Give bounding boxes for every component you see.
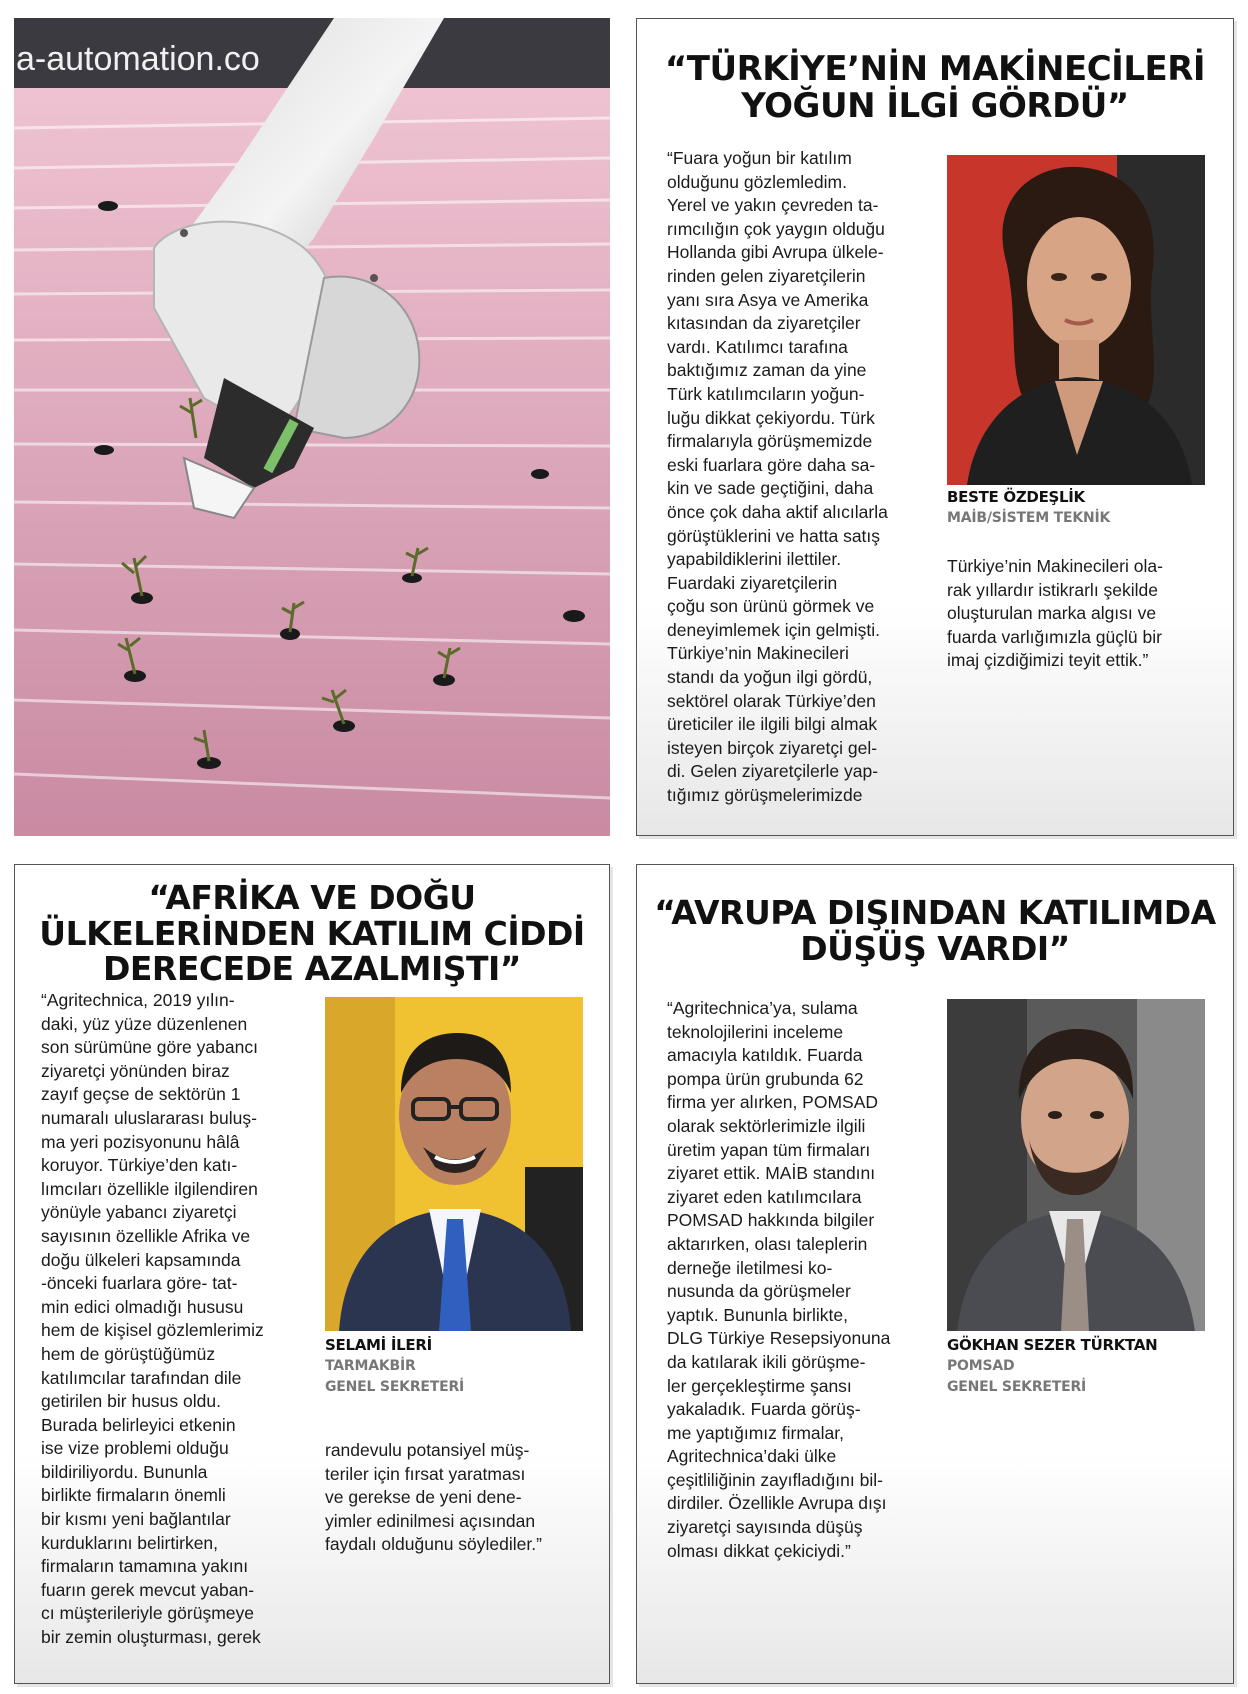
text-line: ise vize problemi olduğu bbox=[41, 1438, 229, 1459]
text-line: baktığımız zaman da yine bbox=[667, 360, 867, 381]
text-line: rımcılığın çok yaygın olduğu bbox=[667, 218, 885, 239]
text-line: aktarırken, olası taleplerin bbox=[667, 1233, 868, 1254]
headline-line: DÜŞÜŞ VARDI” bbox=[800, 928, 1070, 968]
text-line: ve gerekse de yeni dene- bbox=[325, 1487, 522, 1508]
text-line: Türkiye’nin Makinecileri bbox=[667, 643, 849, 664]
text-line: olarak sektörlerimizle ilgili bbox=[667, 1115, 866, 1136]
headline-line: ÜLKELERİNDEN KATILIM CİDDİ bbox=[39, 913, 585, 953]
text-line: vardı. Katılımcı tarafına bbox=[667, 336, 848, 357]
article-makineciler bbox=[636, 18, 1234, 836]
portrait-gokhan-sezer-turktan bbox=[947, 999, 1205, 1331]
sign-text: a-automation.co bbox=[16, 40, 260, 78]
text-line: üreticiler ile ilgili bilgi almak bbox=[667, 714, 878, 735]
text-line: yanı sıra Asya ve Amerika bbox=[667, 289, 869, 310]
text-line: Türkiye’nin Makinecileri ola- bbox=[947, 556, 1163, 576]
text-line: randevulu potansiyel müş- bbox=[325, 1440, 530, 1460]
headline bbox=[637, 895, 1233, 966]
person-role: POMSAD bbox=[947, 1358, 1015, 1374]
text-line: min edici olmadığı hususu bbox=[41, 1296, 244, 1317]
text-line: eski fuarlara göre daha sa- bbox=[667, 454, 876, 475]
headline-line: DERECEDE AZALMIŞTI” bbox=[103, 949, 521, 989]
article-body-right bbox=[947, 555, 1163, 673]
person-role: GENEL SEKRETERİ bbox=[325, 1379, 465, 1395]
text-line: sektörel olarak Türkiye’den bbox=[667, 690, 876, 711]
text-line: amacıyla katıldık. Fuarda bbox=[667, 1045, 863, 1066]
text-line: -önceki fuarlara göre- tat- bbox=[41, 1273, 238, 1294]
text-line: deneyimlemek için gelmişti. bbox=[667, 619, 880, 640]
text-line: teknolojilerini inceleme bbox=[667, 1021, 844, 1042]
text-line: fuarda varlığımızla güçlü bir bbox=[947, 626, 1162, 647]
article-body-left bbox=[667, 147, 888, 808]
text-line: ziyaretçi sayısında düşüş bbox=[667, 1517, 863, 1538]
text-line: oluşturulan marka algısı ve bbox=[947, 603, 1157, 624]
text-line: cı müşterileriyle görüşmeye bbox=[41, 1603, 254, 1624]
text-line: standı da yoğun ilgi gördü, bbox=[667, 667, 873, 688]
text-line: Hollanda gibi Avrupa ülkele- bbox=[667, 242, 884, 263]
text-line: kurduklarını belirtirken, bbox=[41, 1532, 219, 1553]
text-line: sayısının özellikle Afrika ve bbox=[41, 1225, 251, 1246]
headline-line: YOĞUN İLGİ GÖRDÜ” bbox=[741, 85, 1129, 126]
text-line: rak yıllardır istikrarlı şekilde bbox=[947, 579, 1159, 600]
text-line: luğu dikkat çekiyordu. Türk bbox=[667, 407, 875, 428]
portrait-beste-ozdeslik bbox=[947, 155, 1205, 485]
text-line: faydalı olduğunu söylediler.” bbox=[325, 1534, 542, 1555]
text-line: hem de kişisel gözlemlerimiz bbox=[41, 1320, 264, 1341]
text-line: üretim yapan tüm firmaları bbox=[667, 1139, 871, 1160]
text-line: me yaptığımız firmalar, bbox=[667, 1422, 844, 1443]
text-line: ziyaret eden katılımcılara bbox=[667, 1186, 862, 1207]
portrait-selami-ileri bbox=[325, 997, 583, 1331]
text-line: firma yer alırken, POMSAD bbox=[667, 1092, 879, 1113]
text-line: “Agritechnica’ya, sulama bbox=[667, 998, 858, 1018]
text-line: koruyor. Türkiye’den katı- bbox=[41, 1155, 238, 1176]
text-line: Burada belirleyici etkenin bbox=[41, 1414, 236, 1435]
headline-line: “AVRUPA DIŞINDAN KATILIMDA bbox=[654, 893, 1216, 932]
text-line: yönüyle yabancı ziyaretçi bbox=[41, 1202, 237, 1223]
byline-beste-ozdeslik bbox=[947, 487, 1110, 529]
text-line: birlikte firmaların önemli bbox=[41, 1485, 226, 1506]
byline-gokhan-sezer-turktan bbox=[947, 1335, 1157, 1398]
person-name: SELAMİ İLERİ bbox=[325, 1336, 432, 1354]
text-line: “Agritechnica, 2019 yılın- bbox=[41, 990, 235, 1010]
text-line: kıtasından da ziyaretçiler bbox=[667, 313, 861, 334]
text-line: yapabildiklerini ilettiler. bbox=[667, 549, 842, 570]
text-line: yaptık. Bununla birlikte, bbox=[667, 1304, 848, 1325]
article-afrika-dogu bbox=[14, 864, 610, 1684]
text-line: dirdiler. Özellikle Avrupa dışı bbox=[667, 1493, 887, 1514]
text-line: zayıf geçse de sektörün 1 bbox=[41, 1084, 241, 1105]
person-name: GÖKHAN SEZER TÜRKTAN bbox=[947, 1336, 1158, 1354]
article-avrupa-disindan bbox=[636, 864, 1234, 1684]
article-body-left bbox=[667, 997, 890, 1563]
text-line: fuarın gerek mevcut yaban- bbox=[41, 1579, 255, 1600]
text-line: imaj çizdiğimizi teyit ettik.” bbox=[947, 650, 1149, 671]
text-line: getirilen bir husus oldu. bbox=[41, 1391, 221, 1412]
person-name: BESTE ÖZDEŞLİK bbox=[947, 488, 1085, 506]
text-line: olduğunu gözlemledim. bbox=[667, 171, 847, 192]
text-line: daki, yüz yüze düzenlenen bbox=[41, 1013, 248, 1034]
text-line: ziyaretçi yönünden biraz bbox=[41, 1060, 230, 1081]
text-line: ler gerçekleştirme şansı bbox=[667, 1375, 852, 1396]
person-role: MAİB/SİSTEM TEKNİK bbox=[947, 510, 1111, 526]
headline bbox=[15, 880, 609, 987]
text-line: “Fuara yoğun bir katılım bbox=[667, 148, 852, 168]
text-line: firmaların tamamına yakını bbox=[41, 1556, 249, 1577]
text-line: hem de görüştüğümüz bbox=[41, 1343, 216, 1364]
text-line: yakaladık. Fuarda görüş- bbox=[667, 1399, 861, 1420]
text-line: bir zemin oluşturması, gerek bbox=[41, 1627, 261, 1648]
text-line: derneğe iletilmesi ko- bbox=[667, 1257, 833, 1278]
person-role: TARMAKBİR bbox=[325, 1358, 416, 1374]
text-line: kin ve sade geçtiğini, daha bbox=[667, 478, 874, 499]
text-line: Fuardaki ziyaretçilerin bbox=[667, 572, 838, 593]
article-body-right bbox=[325, 1439, 542, 1557]
text-line: numaralı uluslararası buluş- bbox=[41, 1107, 257, 1128]
text-line: önce çok daha aktif alıcılarla bbox=[667, 501, 888, 522]
text-line: Türk katılımcıların yoğun- bbox=[667, 383, 865, 404]
text-line: çeşitliliğinin zayıfladığını bil- bbox=[667, 1469, 883, 1490]
text-line: ma yeri pozisyonunu hâlâ bbox=[41, 1131, 240, 1152]
text-line: tığımız görüşmelerimizde bbox=[667, 785, 863, 806]
text-line: katılımcılar tarafından dile bbox=[41, 1367, 242, 1388]
headline-line: “AFRİKA VE DOĞU bbox=[148, 878, 476, 917]
text-line: lımcıları özellikle ilgilendiren bbox=[41, 1178, 258, 1199]
text-line: DLG Türkiye Resepsiyonuna bbox=[667, 1328, 891, 1349]
text-line: yimler edinilmesi açısından bbox=[325, 1510, 536, 1531]
text-line: görüştüklerini ve hatta satış bbox=[667, 525, 881, 546]
text-line: ziyaret ettik. MAİB standını bbox=[667, 1163, 876, 1184]
text-line: da katılarak ikili görüşme- bbox=[667, 1351, 866, 1372]
text-line: çoğu son ürünü görmek ve bbox=[667, 596, 875, 617]
text-line: di. Gelen ziyaretçilerle yap- bbox=[667, 761, 879, 782]
text-line: son sürümüne göre yabancı bbox=[41, 1037, 258, 1058]
text-line: olması dikkat çekiciydi.” bbox=[667, 1540, 851, 1561]
text-line: nusunda da görüşmeler bbox=[667, 1281, 851, 1302]
text-line: teriler için fırsat yaratması bbox=[325, 1463, 526, 1484]
text-line: bir kısmı yeni bağlantılar bbox=[41, 1509, 231, 1530]
text-line: rinden gelen ziyaretçilerin bbox=[667, 265, 866, 286]
text-line: doğu ülkeleri kapsamında bbox=[41, 1249, 241, 1270]
byline-selami-ileri bbox=[325, 1335, 464, 1398]
text-line: Yerel ve yakın çevreden ta- bbox=[667, 195, 879, 216]
text-line: POMSAD hakkında bilgiler bbox=[667, 1210, 875, 1231]
person-role: GENEL SEKRETERİ bbox=[947, 1379, 1087, 1395]
text-line: firmalarıyla görüşmemizde bbox=[667, 431, 873, 452]
article-body-left bbox=[41, 989, 264, 1650]
robot-arm-photo bbox=[14, 18, 610, 836]
headline bbox=[637, 51, 1233, 124]
text-line: Agritechnica’daki ülke bbox=[667, 1446, 837, 1467]
headline-line: “TÜRKİYE’NİN MAKİNECİLERİ bbox=[664, 49, 1206, 89]
text-line: isteyen birçok ziyaretçi gel- bbox=[667, 737, 878, 758]
text-line: bildiriliyordu. Bununla bbox=[41, 1461, 208, 1482]
text-line: pompa ürün grubunda 62 bbox=[667, 1068, 864, 1089]
